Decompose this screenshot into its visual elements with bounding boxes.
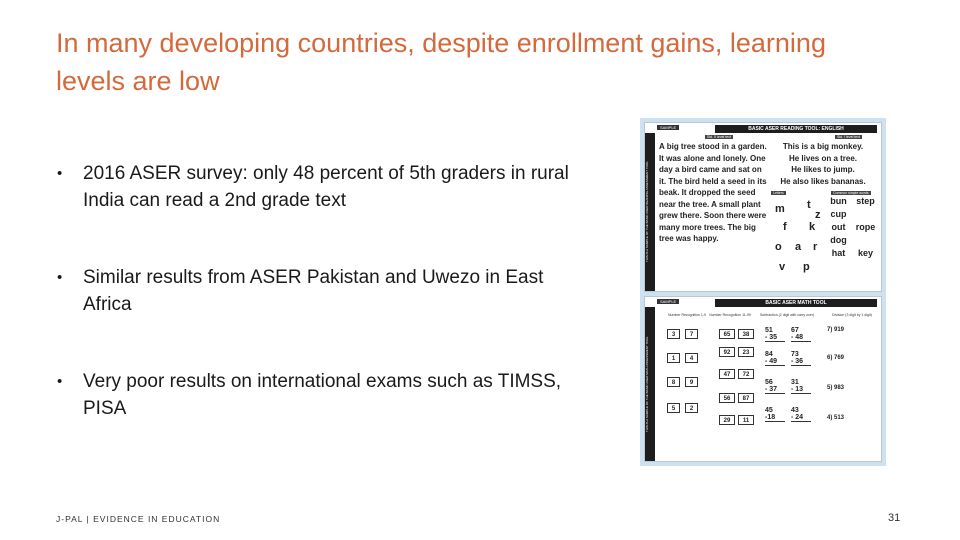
letter: z [815, 209, 821, 221]
subtraction-top: 84 [765, 351, 773, 358]
subtraction-problem [791, 327, 811, 342]
word: dog [830, 235, 847, 245]
number-box: 65 [719, 329, 735, 339]
letter: m [775, 203, 785, 215]
bullet-text: Similar results from ASER Pakistan and Uwezo in East Africa [83, 267, 544, 315]
number-box: 2 [685, 403, 698, 413]
bullet-text: 2016 ASER survey: only 48 percent of 5th graders in rural India can read a 2nd grade text [83, 163, 569, 211]
word: key [857, 248, 874, 258]
subtraction-problem [765, 327, 785, 342]
subtraction-top: 51 [765, 327, 773, 334]
number-box: 72 [738, 369, 754, 379]
number-box: 87 [738, 393, 754, 403]
bullet-marker: • [57, 269, 63, 286]
bullet-item [56, 160, 596, 214]
number-box: 56 [719, 393, 735, 403]
slide-title: In many developing countries, despite enrollment gains, learning levels are low [56, 28, 826, 96]
subtraction-problem [791, 351, 811, 366]
word: out [831, 222, 846, 232]
division-problem: 5) 983 [827, 385, 845, 391]
number-box: 47 [719, 369, 735, 379]
subtraction-bottom: - 37 [765, 386, 785, 394]
sentence-level-tag: Std. I level text [837, 135, 860, 139]
reading-tool-sidebar: THIS IS A SAMPLE OF THE BASIC ASER READING ASSESSMENT TOOL [645, 133, 655, 291]
math-col-header: Division (3 digit by 1 digit) [832, 313, 872, 317]
letter: r [813, 241, 818, 253]
letter: p [803, 261, 810, 273]
reading-sentences [769, 141, 877, 187]
letter: a [795, 241, 802, 253]
sentence: This is a big monkey. [782, 142, 864, 151]
number-box: 8 [667, 377, 680, 387]
subtraction-top: 31 [791, 379, 799, 386]
subtraction-bottom: - 49 [765, 358, 785, 366]
reading-story: A big tree stood in a garden. It was alone and lonely. One day a bird came and sat on it. The bird held a seed in its beak. It dropped the seed near the tree. A small plant grew there. Soon there were many more trees. The big tree was happy. [659, 142, 767, 243]
number-box: 1 [667, 353, 680, 363]
bullet-list [56, 160, 596, 472]
bullet-item [56, 264, 596, 318]
subtraction-top: 73 [791, 351, 799, 358]
number-box: 9 [685, 377, 698, 387]
word: cup [830, 209, 847, 219]
word: step [856, 196, 875, 206]
subtraction-bottom: - 35 [765, 334, 785, 342]
division-problem: 6) 769 [827, 355, 845, 361]
sentence: He also likes bananas. [780, 176, 866, 186]
number-box: 3 [667, 329, 680, 339]
math-tool-header: BASIC ASER MATH TOOL [715, 299, 877, 307]
bullet-text: Very poor results on international exams such as TIMSS, PISA [83, 371, 562, 419]
division-problem: 7) 919 [827, 327, 845, 333]
number-box: 29 [719, 415, 735, 425]
number-box: 23 [738, 347, 754, 357]
bullet-item [56, 368, 596, 422]
letter: k [809, 221, 816, 233]
letter: v [779, 261, 786, 273]
division-problem: 4) 513 [827, 415, 845, 421]
bullet-marker: • [57, 165, 63, 182]
sample-label: SAMPLE [657, 125, 679, 130]
letters-tag: Letters [773, 191, 784, 195]
sample-label: SAMPLE [657, 299, 679, 304]
subtraction-top: 56 [765, 379, 773, 386]
aser-tools-image [640, 118, 886, 466]
subtraction-problem [765, 351, 785, 366]
subtraction-bottom: - 24 [791, 414, 811, 422]
reading-tool-card [644, 122, 882, 292]
subtraction-problem [791, 379, 811, 394]
story-level-tag: Std. II level text [707, 135, 731, 139]
math-tool-card [644, 296, 882, 462]
word [852, 208, 879, 221]
word: rope [855, 222, 876, 232]
math-col-header: Number Recognition 1-9 [668, 313, 706, 317]
math-col-header: Number Recognition 11-99 [709, 313, 751, 317]
words-grid [825, 195, 879, 260]
reading-tool-header: BASIC ASER READING TOOL: ENGLISH [715, 125, 877, 133]
word [852, 234, 879, 247]
number-box: 92 [719, 347, 735, 357]
subtraction-top: 43 [791, 407, 799, 414]
letters-grid [769, 195, 821, 277]
number-box: 38 [738, 329, 754, 339]
letter: t [807, 199, 811, 211]
math-col-header: Subtraction (2 digit with carry over) [759, 313, 815, 317]
subtraction-problem [765, 407, 785, 422]
sentence: He likes to jump. [791, 165, 855, 174]
subtraction-bottom: -18 [765, 414, 785, 422]
subtraction-bottom: - 13 [791, 386, 811, 394]
words-tag: Common simple words [833, 191, 869, 195]
subtraction-problem [765, 379, 785, 394]
bullet-marker: • [57, 373, 63, 390]
subtraction-top: 45 [765, 407, 773, 414]
subtraction-problem [791, 407, 811, 422]
number-box: 11 [738, 415, 754, 425]
word: hat [831, 248, 846, 258]
sentence: He lives on a tree. [788, 153, 858, 163]
word: bun [830, 196, 847, 206]
subtraction-top: 67 [791, 327, 799, 334]
subtraction-bottom: - 36 [791, 358, 811, 366]
number-box: 7 [685, 329, 698, 339]
footer-label: J-PAL | EVIDENCE IN EDUCATION [56, 514, 221, 524]
number-box: 5 [667, 403, 680, 413]
subtraction-bottom: - 48 [791, 334, 811, 342]
math-tool-sidebar: THIS IS A SAMPLE OF THE BASIC ASER MATH ASSESSMENT TOOL [645, 307, 655, 461]
page-number: 31 [888, 512, 901, 524]
number-box: 4 [685, 353, 698, 363]
letter: o [775, 241, 782, 253]
letter: f [783, 221, 787, 233]
